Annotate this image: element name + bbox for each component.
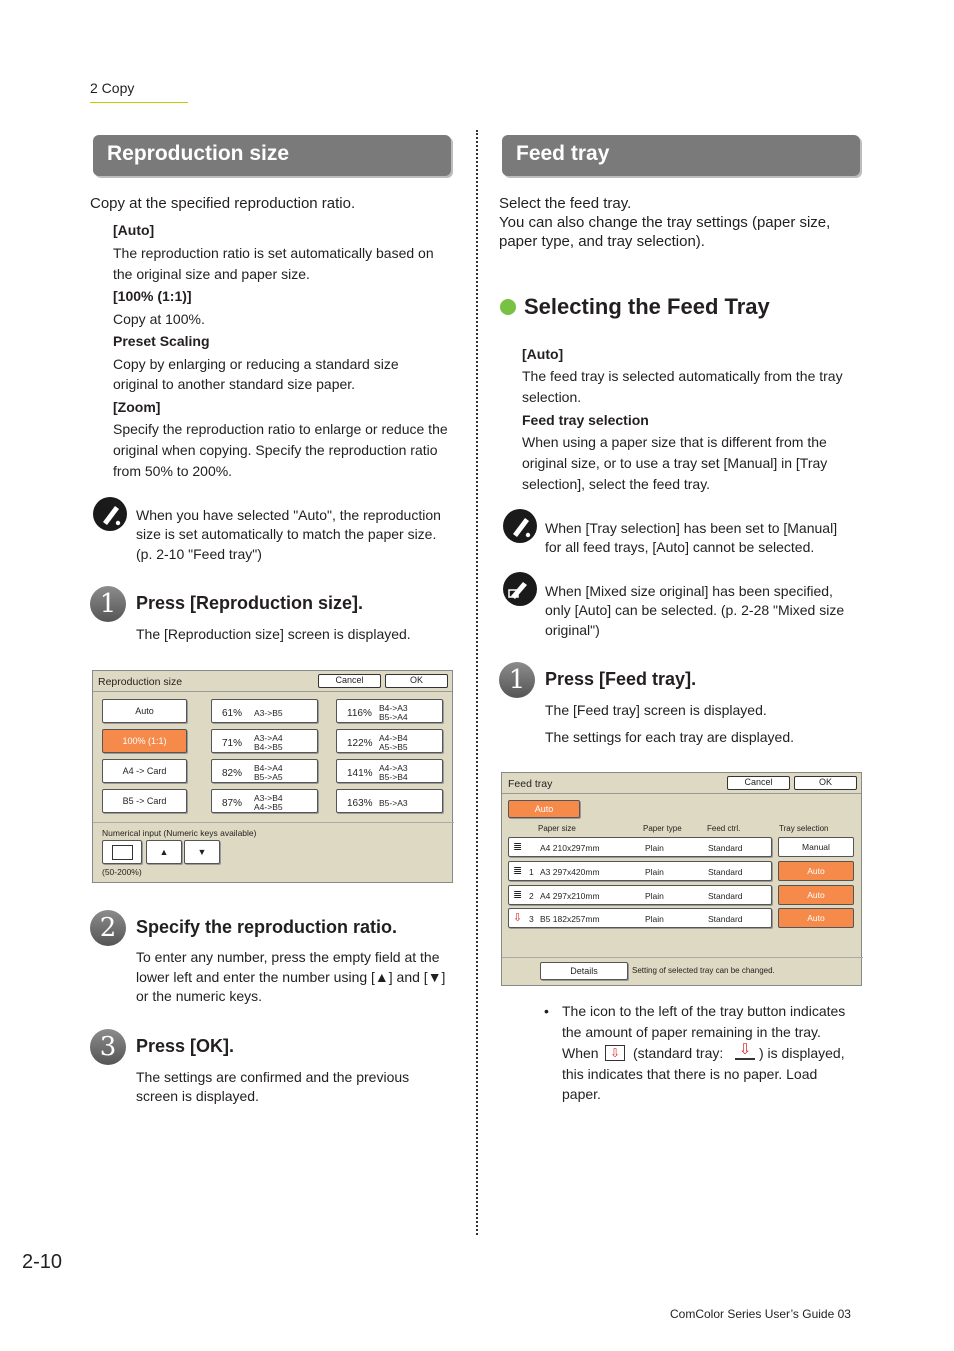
col-header-paper-size: Paper size	[538, 824, 576, 833]
screen-header	[93, 671, 452, 692]
tray-ctrl: Standard	[708, 843, 743, 853]
cancel-button[interactable]: Cancel	[727, 776, 790, 790]
tray-row-2[interactable]	[508, 885, 772, 905]
col-header-feed-ctrl: Feed ctrl.	[707, 824, 741, 833]
ratio-label: B5->A4	[379, 712, 408, 722]
tray-type: Plain	[645, 843, 664, 853]
ratio-87-button[interactable]	[211, 789, 318, 813]
desc-feed-sel-1: When using a paper size that is different from the	[522, 434, 827, 450]
ratio-82-button[interactable]	[211, 759, 318, 783]
step-3-desc-1: The settings are confirmed and the previous	[136, 1069, 410, 1085]
bullet-text-1: The icon to the left of the tray button indicates	[562, 1003, 846, 1019]
screen-separator	[93, 822, 454, 823]
term-feed-selection: Feed tray selection	[522, 412, 649, 428]
feed-auto-button[interactable]: Auto	[508, 800, 580, 818]
bullet-text-3b: (standard tray:	[633, 1045, 724, 1061]
ok-button[interactable]: OK	[385, 674, 448, 688]
step-3-icon: 3	[90, 1029, 126, 1065]
tray-number: 2	[529, 891, 534, 901]
tray-row-1[interactable]	[508, 861, 772, 881]
tray-size: A3 297x420mm	[540, 867, 600, 877]
desc-feed-auto-2: selection.	[522, 389, 582, 405]
note1-text-2: for all feed trays, [Auto] cannot be selected.	[545, 539, 815, 555]
tray-row-standard[interactable]	[508, 837, 772, 857]
step-3-desc-2: screen is displayed.	[136, 1088, 259, 1104]
no-paper-icon: ⇩	[513, 912, 523, 924]
decrease-button[interactable]: ▼	[184, 840, 220, 864]
pct-label: 82%	[222, 768, 243, 779]
note2-text-3: original")	[545, 622, 600, 638]
range-label: (50-200%)	[102, 867, 142, 877]
ratio-label: B4->A3	[379, 703, 408, 713]
ratio-label: B4->B5	[254, 742, 283, 752]
ratio-label: B4->A4	[254, 763, 283, 773]
pct-label: 163%	[347, 798, 373, 809]
tray-ctrl: Standard	[708, 891, 743, 901]
note2-text-2: only [Auto] can be selected. (p. 2-28 "Mixed size	[545, 602, 845, 618]
desc-auto-2: the original size and paper size.	[113, 266, 310, 282]
numeric-input-field[interactable]	[102, 840, 142, 864]
ratio-label: A5->B5	[379, 742, 408, 752]
ratio-100-button[interactable]: 100% (1:1)	[102, 729, 187, 753]
pct-label: 141%	[347, 768, 373, 779]
step-2-desc-1: To enter any number, press the empty field at the	[136, 949, 440, 965]
ratio-122-button[interactable]	[336, 729, 443, 753]
screen-separator	[502, 957, 863, 958]
feed-step-1-title: Press [Feed tray].	[545, 669, 697, 689]
ratio-label: A4->A3	[379, 763, 408, 773]
ratio-label: A3->B4	[254, 793, 283, 803]
note-text-2: size is set automatically to match the paper size.	[136, 526, 437, 542]
right-intro-2: You can also change the tray settings (paper size,	[499, 214, 831, 231]
note-text-3: (p. 2-10 "Feed tray")	[136, 546, 262, 562]
section-title-feed-tray: Feed tray	[502, 135, 860, 176]
tray-size: B5 182x257mm	[540, 914, 600, 924]
paper-level-icon: ≣	[513, 865, 523, 877]
tray-selection-3[interactable]: Auto	[778, 908, 854, 928]
reproduction-size-screen	[92, 670, 453, 883]
desc-preset-1: Copy by enlarging or reducing a standard size	[113, 356, 399, 372]
ratio-163-button[interactable]	[336, 789, 443, 813]
ratio-116-button[interactable]	[336, 699, 443, 723]
pct-label: 122%	[347, 738, 373, 749]
ratio-auto-button[interactable]: Auto	[102, 699, 187, 723]
bullet-text-4: this indicates that there is no paper. Load	[562, 1066, 818, 1082]
tray-ctrl: Standard	[708, 914, 743, 924]
desc-feed-sel-2: original size, or to use a tray set [Manual] in [Tray	[522, 455, 828, 471]
left-intro: Copy at the specified reproduction ratio.	[90, 195, 356, 212]
bullet-text-5: paper.	[562, 1086, 601, 1102]
chapter-underline	[90, 102, 188, 103]
desc-zoom-2: original when copying. Specify the reproduction ratio	[113, 442, 438, 458]
bullet-text-3c: ) is displayed,	[759, 1045, 845, 1061]
bullet-text-2: the amount of paper remaining in the tray.	[562, 1024, 821, 1040]
tray-selection-standard[interactable]: Manual	[778, 837, 854, 857]
right-intro-3: paper type, and tray selection).	[499, 233, 705, 250]
step-2-desc-3: or the numeric keys.	[136, 988, 263, 1004]
desc-auto-1: The reproduction ratio is set automatically based on	[113, 245, 434, 261]
desc-100: Copy at 100%.	[113, 311, 205, 327]
tray-ctrl: Standard	[708, 867, 743, 877]
subheading-selecting-feed-tray: Selecting the Feed Tray	[524, 294, 770, 319]
tray-size: A4 210x297mm	[540, 843, 600, 853]
ratio-a4-card-button[interactable]: A4 -> Card	[102, 759, 187, 783]
standard-tray-no-paper-icon: ⇩	[735, 1042, 755, 1060]
details-button[interactable]: Details	[540, 962, 628, 980]
ratio-label: A4->B4	[379, 733, 408, 743]
tip-hand-icon	[503, 572, 537, 606]
ratio-label: A3->A4	[254, 733, 283, 743]
screen-header	[502, 773, 861, 794]
note-pencil-icon	[503, 509, 537, 543]
numeric-input-label: Numerical input (Numeric keys available)	[102, 828, 257, 838]
step-2-icon: 2	[90, 910, 126, 946]
desc-zoom-1: Specify the reproduction ratio to enlarge or reduce the	[113, 421, 448, 437]
feed-step-1-desc-1: The [Feed tray] screen is displayed.	[545, 702, 767, 718]
tray-type: Plain	[645, 914, 664, 924]
col-header-paper-type: Paper type	[643, 824, 682, 833]
right-intro-1: Select the feed tray.	[499, 195, 632, 212]
desc-preset-2: original to another standard size paper.	[113, 376, 356, 392]
tray-number: 1	[529, 867, 534, 877]
ratio-label: B5->A5	[254, 772, 283, 782]
ratio-b5-card-button[interactable]: B5 -> Card	[102, 789, 187, 813]
pct-label: 87%	[222, 798, 243, 809]
ratio-61-button[interactable]	[211, 699, 318, 723]
ratio-141-button[interactable]	[336, 759, 443, 783]
column-divider	[476, 130, 478, 1235]
tray-number: 3	[529, 914, 534, 924]
ok-button[interactable]: OK	[794, 776, 857, 790]
step-1-icon: 1	[90, 586, 126, 622]
term-feed-auto: [Auto]	[522, 346, 564, 362]
pct-label: 61%	[222, 708, 243, 719]
status-message: Setting of selected tray can be changed.	[632, 966, 775, 975]
pct-label: 71%	[222, 738, 243, 749]
tray-type: Plain	[645, 891, 664, 901]
step-3-title: Press [OK].	[136, 1036, 235, 1056]
bullet-dot: •	[544, 1003, 549, 1019]
pct-label: 116%	[347, 708, 372, 719]
ratio-71-button[interactable]	[211, 729, 318, 753]
note1-text-1: When [Tray selection] has been set to [Manual]	[545, 520, 838, 536]
step-1-title: Press [Reproduction size].	[136, 593, 364, 613]
tray-selection-2[interactable]: Auto	[778, 885, 854, 905]
step-1-desc: The [Reproduction size] screen is displayed.	[136, 626, 411, 642]
term-zoom: [Zoom]	[113, 399, 161, 415]
tray-size: A4 297x210mm	[540, 891, 600, 901]
no-paper-tray-icon: ⇩	[605, 1045, 625, 1061]
note-pencil-icon	[93, 497, 127, 531]
chapter-label: 2 Copy	[90, 80, 135, 96]
guide-title: ComColor Series User’s Guide 03	[670, 1307, 851, 1321]
term-100: [100% (1:1)]	[113, 288, 192, 304]
step-2-desc-2: lower left and enter the number using [▲] and [▼]	[136, 969, 446, 985]
term-preset: Preset Scaling	[113, 333, 210, 349]
ratio-label: B5->B4	[379, 772, 408, 782]
desc-feed-auto-1: The feed tray is selected automatically from the tray	[522, 368, 843, 384]
page-number: 2-10	[22, 1251, 63, 1273]
col-header-tray-selection: Tray selection	[779, 824, 829, 833]
feed-step-1-icon: 1	[499, 662, 535, 698]
ratio-label: A4->B5	[254, 802, 283, 812]
paper-level-icon: ≣	[513, 889, 523, 901]
section-title-reproduction-size: Reproduction size	[93, 135, 451, 176]
note-text-1: When you have selected "Auto", the reproduction	[136, 507, 441, 523]
bullet-text-3a: When	[562, 1045, 599, 1061]
feed-tray-screen	[501, 772, 862, 986]
tray-type: Plain	[645, 867, 664, 877]
cancel-button[interactable]: Cancel	[318, 674, 381, 688]
term-auto: [Auto]	[113, 222, 155, 238]
screen-title: Reproduction size	[98, 676, 183, 688]
desc-feed-sel-3: selection], select the feed tray.	[522, 476, 711, 492]
increase-button[interactable]: ▲	[146, 840, 182, 864]
ratio-label: A3->B5	[254, 708, 283, 718]
step-2-title: Specify the reproduction ratio.	[136, 917, 398, 937]
tray-selection-1[interactable]: Auto	[778, 861, 854, 881]
note2-text-1: When [Mixed size original] has been specified,	[545, 583, 833, 599]
feed-step-1-desc-2: The settings for each tray are displayed.	[545, 729, 795, 745]
ratio-label: B5->A3	[379, 798, 408, 808]
desc-zoom-3: from 50% to 200%.	[113, 463, 233, 479]
paper-level-icon: ≣	[513, 841, 523, 853]
tray-row-3[interactable]	[508, 908, 772, 928]
screen-title: Feed tray	[508, 778, 553, 790]
green-bullet-icon	[500, 299, 516, 315]
